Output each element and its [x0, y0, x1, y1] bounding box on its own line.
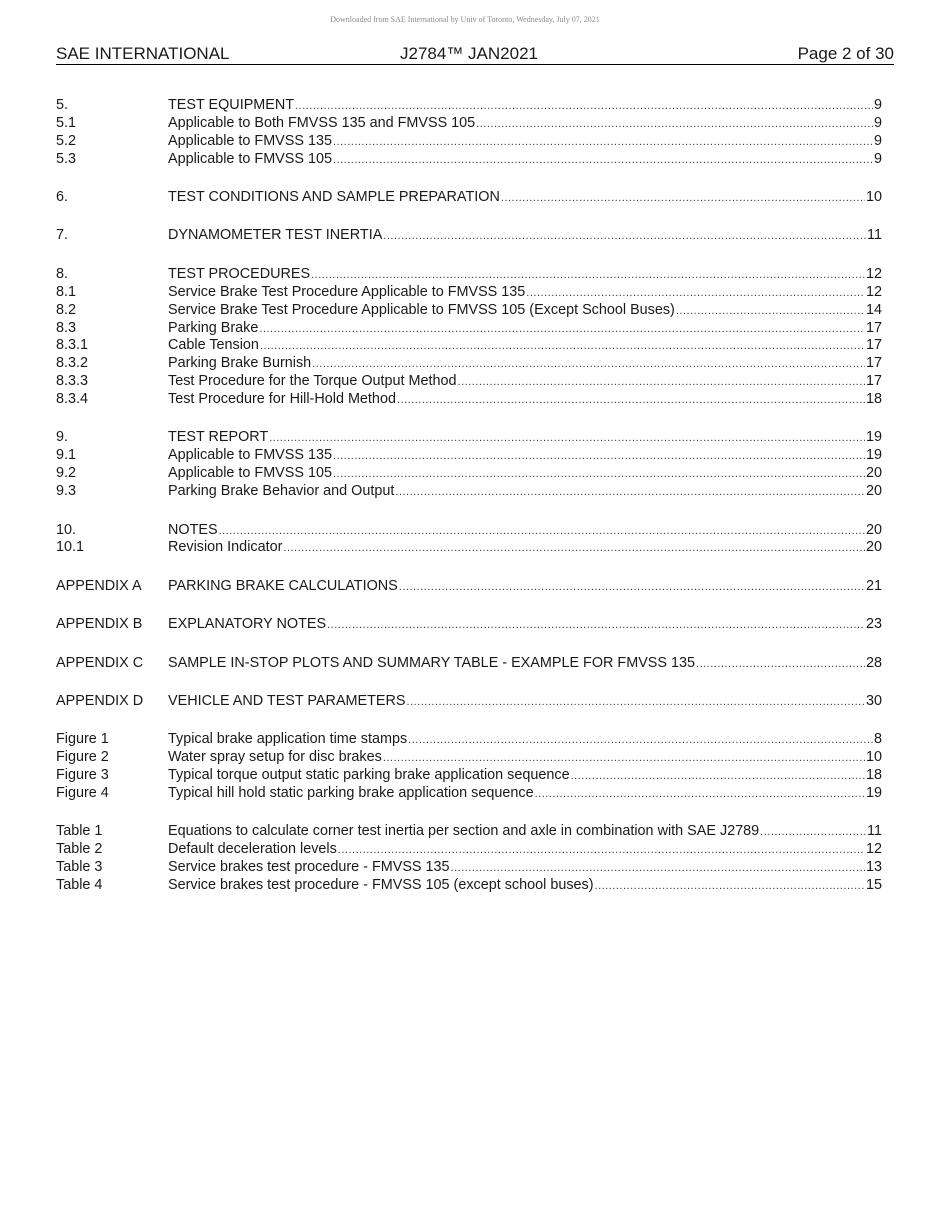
toc-entry-number: 9.2: [56, 465, 77, 482]
dot-leader: [383, 228, 866, 246]
toc-entry-title: Equations to calculate corner test inertia per section and axle in combination with SAE J2789: [168, 823, 760, 840]
toc-entry[interactable]: [56, 578, 882, 596]
toc-entry-number: 8.3.4: [56, 391, 89, 408]
dot-leader: [407, 694, 865, 712]
toc-entry[interactable]: [56, 465, 882, 483]
toc-entry-title: Service Brake Test Procedure Applicable to FMVSS 105 (Except School Buses): [168, 301, 675, 318]
toc-entry[interactable]: [56, 227, 882, 245]
toc-entry[interactable]: [56, 266, 882, 284]
toc-entry-number: 5.1: [56, 114, 77, 131]
toc-entry[interactable]: [56, 115, 882, 133]
dot-leader: [476, 116, 873, 134]
toc-entry-title: Test Procedure for the Torque Output Method: [168, 373, 457, 390]
toc-entry-number: 5.3: [56, 150, 77, 167]
toc-section-group: [56, 823, 882, 895]
toc-entry-page: 17: [865, 337, 882, 354]
toc-section-group: [56, 266, 882, 409]
dot-leader: [283, 540, 865, 558]
toc-entry-page: 15: [865, 877, 882, 894]
toc-entry[interactable]: [56, 522, 882, 540]
dot-leader: [501, 190, 865, 208]
toc-entry-page: 20: [865, 521, 882, 538]
toc-entry-page: 11: [867, 227, 882, 244]
toc-entry-number: 10.: [56, 521, 77, 538]
toc-entry-page: 9: [873, 132, 882, 149]
toc-section-group: [56, 578, 882, 596]
toc-entry[interactable]: [56, 859, 882, 877]
toc-entry-number: 5.: [56, 97, 69, 113]
toc-entry-title: Applicable to FMVSS 105: [168, 465, 332, 482]
dot-leader: [333, 134, 873, 152]
toc-entry-title: Service brakes test procedure - FMVSS 105 (except school buses): [168, 877, 594, 894]
toc-entry-page: 17: [865, 373, 882, 390]
toc-entry-page: 21: [865, 577, 882, 594]
toc-entry-title: PARKING BRAKE CALCULATIONS: [168, 577, 398, 594]
toc-entry-number: Figure 1: [56, 731, 109, 748]
toc-entry-page: 19: [865, 785, 882, 802]
dot-leader: [399, 579, 865, 597]
toc-entry-number: 8.3.3: [56, 373, 89, 390]
toc-entry-title: Cable Tension: [168, 337, 259, 354]
toc-entry[interactable]: [56, 320, 882, 338]
dot-leader: [696, 656, 865, 674]
dot-leader: [295, 98, 873, 116]
dot-leader: [451, 860, 865, 878]
dot-leader: [338, 842, 865, 860]
dot-leader: [408, 732, 873, 750]
toc-entry-title: Parking Brake: [168, 319, 259, 336]
toc-entry-page: 8: [873, 731, 882, 748]
toc-entry-number: APPENDIX C: [56, 654, 144, 671]
toc-entry-number: 9.1: [56, 447, 77, 464]
dot-leader: [333, 466, 865, 484]
toc-entry-number: Figure 4: [56, 785, 109, 802]
table-of-contents: [56, 97, 882, 916]
dot-leader: [333, 152, 873, 170]
toc-entry[interactable]: [56, 337, 882, 355]
toc-entry-page: 13: [865, 859, 882, 876]
dot-leader: [311, 267, 865, 285]
toc-entry-number: 8.1: [56, 283, 77, 300]
toc-entry[interactable]: [56, 302, 882, 320]
toc-entry-page: 23: [865, 616, 882, 633]
dot-leader: [535, 786, 865, 804]
dot-leader: [327, 617, 865, 635]
dot-leader: [312, 356, 865, 374]
toc-entry-title: NOTES: [168, 521, 218, 538]
toc-entry-number: 5.2: [56, 132, 77, 149]
toc-section-group: [56, 731, 882, 803]
toc-entry-number: 9.3: [56, 483, 77, 500]
toc-entry[interactable]: [56, 693, 882, 711]
document-id: J2784™ JAN2021: [400, 44, 538, 63]
toc-entry-number: APPENDIX B: [56, 616, 143, 633]
toc-entry-title: TEST PROCEDURES: [168, 265, 311, 282]
toc-entry-page: 18: [865, 391, 882, 408]
toc-entry[interactable]: [56, 373, 882, 391]
toc-entry[interactable]: [56, 151, 882, 169]
toc-entry-page: 11: [867, 823, 882, 840]
toc-entry-number: Figure 2: [56, 749, 109, 766]
page-header: [56, 44, 894, 65]
toc-entry-title: Applicable to Both FMVSS 135 and FMVSS 105: [168, 114, 476, 131]
toc-entry-page: 28: [865, 654, 882, 671]
toc-entry[interactable]: [56, 655, 882, 673]
dot-leader: [219, 523, 865, 541]
toc-entry-title: SAMPLE IN-STOP PLOTS AND SUMMARY TABLE - EXAMPLE FOR FMVSS 135: [168, 654, 696, 671]
toc-entry-title: TEST CONDITIONS AND SAMPLE PREPARATION: [168, 189, 500, 206]
dot-leader: [526, 285, 865, 303]
toc-entry[interactable]: [56, 539, 882, 557]
toc-entry-title: EXPLANATORY NOTES: [168, 616, 327, 633]
toc-entry[interactable]: [56, 391, 882, 409]
toc-entry[interactable]: [56, 731, 882, 749]
toc-entry[interactable]: [56, 877, 882, 895]
toc-entry-page: 17: [865, 319, 882, 336]
toc-entry[interactable]: [56, 767, 882, 785]
dot-leader: [397, 392, 865, 410]
toc-entry[interactable]: [56, 483, 882, 501]
toc-entry[interactable]: [56, 97, 882, 115]
toc-entry-title: Typical hill hold static parking brake application sequence: [168, 785, 534, 802]
toc-entry-number: Table 1: [56, 823, 103, 840]
toc-entry[interactable]: [56, 189, 882, 207]
toc-section-group: [56, 655, 882, 673]
toc-entry-title: Applicable to FMVSS 135: [168, 132, 332, 149]
toc-entry-title: Typical brake application time stamps: [168, 731, 408, 748]
toc-entry[interactable]: [56, 133, 882, 151]
toc-entry-number: APPENDIX A: [56, 577, 142, 594]
toc-entry-page: 12: [865, 265, 882, 282]
toc-section-group: [56, 227, 882, 245]
toc-entry-number: 7.: [56, 227, 69, 244]
toc-entry-page: 19: [865, 447, 882, 464]
toc-section-group: [56, 97, 882, 169]
toc-entry-title: Typical torque output static parking brake application sequence: [168, 767, 570, 784]
toc-entry-number: 8.3.1: [56, 337, 89, 354]
dot-leader: [760, 824, 866, 842]
toc-entry-title: Water spray setup for disc brakes: [168, 749, 382, 766]
toc-entry-title: Default deceleration levels: [168, 841, 337, 858]
download-watermark: Downloaded from SAE International by Univ of Toronto, Wednesday, July 07, 2021: [330, 15, 600, 24]
toc-entry-page: 19: [865, 429, 882, 446]
toc-entry-page: 10: [865, 189, 882, 206]
dot-leader: [676, 303, 865, 321]
toc-entry-title: DYNAMOMETER TEST INERTIA: [168, 227, 383, 244]
toc-entry-title: Service Brake Test Procedure Applicable to FMVSS 135: [168, 283, 526, 300]
toc-entry-page: 9: [873, 97, 882, 113]
toc-entry[interactable]: [56, 284, 882, 302]
toc-entry-title: Parking Brake Behavior and Output: [168, 483, 395, 500]
toc-entry-title: Applicable to FMVSS 105: [168, 150, 332, 167]
toc-entry[interactable]: [56, 749, 882, 767]
toc-section-group: [56, 189, 882, 207]
toc-entry-page: 18: [865, 767, 882, 784]
toc-section-group: [56, 429, 882, 501]
toc-section-group: [56, 616, 882, 634]
toc-entry-page: 20: [865, 539, 882, 556]
dot-leader: [269, 430, 865, 448]
toc-entry-page: 9: [873, 114, 882, 131]
toc-entry[interactable]: [56, 429, 882, 447]
dot-leader: [260, 338, 865, 356]
toc-entry-number: APPENDIX D: [56, 692, 144, 709]
toc-entry-number: Figure 3: [56, 767, 109, 784]
toc-entry-number: 8.3: [56, 319, 77, 336]
toc-entry-page: 9: [873, 150, 882, 167]
toc-entry-number: Table 3: [56, 859, 103, 876]
toc-entry[interactable]: [56, 616, 882, 634]
toc-entry-number: 8.: [56, 265, 69, 282]
toc-entry-number: 6.: [56, 189, 69, 206]
dot-leader: [458, 374, 865, 392]
dot-leader: [333, 448, 865, 466]
toc-entry-page: 12: [865, 841, 882, 858]
toc-entry-title: Test Procedure for Hill-Hold Method: [168, 391, 396, 408]
toc-entry-page: 12: [865, 283, 882, 300]
toc-entry[interactable]: [56, 823, 882, 841]
toc-entry-title: Applicable to FMVSS 135: [168, 447, 332, 464]
toc-entry[interactable]: [56, 447, 882, 465]
toc-entry-number: 9.: [56, 429, 69, 446]
toc-entry[interactable]: [56, 841, 882, 859]
dot-leader: [571, 768, 865, 786]
dot-leader: [259, 321, 865, 339]
toc-section-group: [56, 693, 882, 711]
toc-entry-number: 10.1: [56, 539, 85, 556]
toc-entry-page: 30: [865, 692, 882, 709]
toc-entry[interactable]: [56, 355, 882, 373]
toc-entry-page: 14: [865, 301, 882, 318]
toc-entry-title: TEST EQUIPMENT: [168, 97, 295, 113]
toc-entry-title: Revision Indicator: [168, 539, 283, 556]
toc-entry-title: VEHICLE AND TEST PARAMETERS: [168, 692, 406, 709]
toc-entry-number: Table 4: [56, 877, 103, 894]
toc-entry-number: 8.3.2: [56, 355, 89, 372]
toc-entry[interactable]: [56, 785, 882, 803]
toc-entry-title: TEST REPORT: [168, 429, 269, 446]
toc-entry-page: 20: [865, 465, 882, 482]
dot-leader: [595, 878, 865, 896]
toc-entry-number: 8.2: [56, 301, 77, 318]
page-number: Page 2 of 30: [797, 44, 894, 63]
dot-leader: [383, 750, 865, 768]
toc-entry-title: Service brakes test procedure - FMVSS 135: [168, 859, 450, 876]
toc-entry-page: 10: [865, 749, 882, 766]
toc-entry-number: Table 2: [56, 841, 103, 858]
dot-leader: [395, 484, 865, 502]
toc-entry-page: 20: [865, 483, 882, 500]
toc-entry-title: Parking Brake Burnish: [168, 355, 312, 372]
toc-section-group: [56, 522, 882, 558]
publisher-name: SAE INTERNATIONAL: [56, 44, 230, 63]
toc-entry-page: 17: [865, 355, 882, 372]
